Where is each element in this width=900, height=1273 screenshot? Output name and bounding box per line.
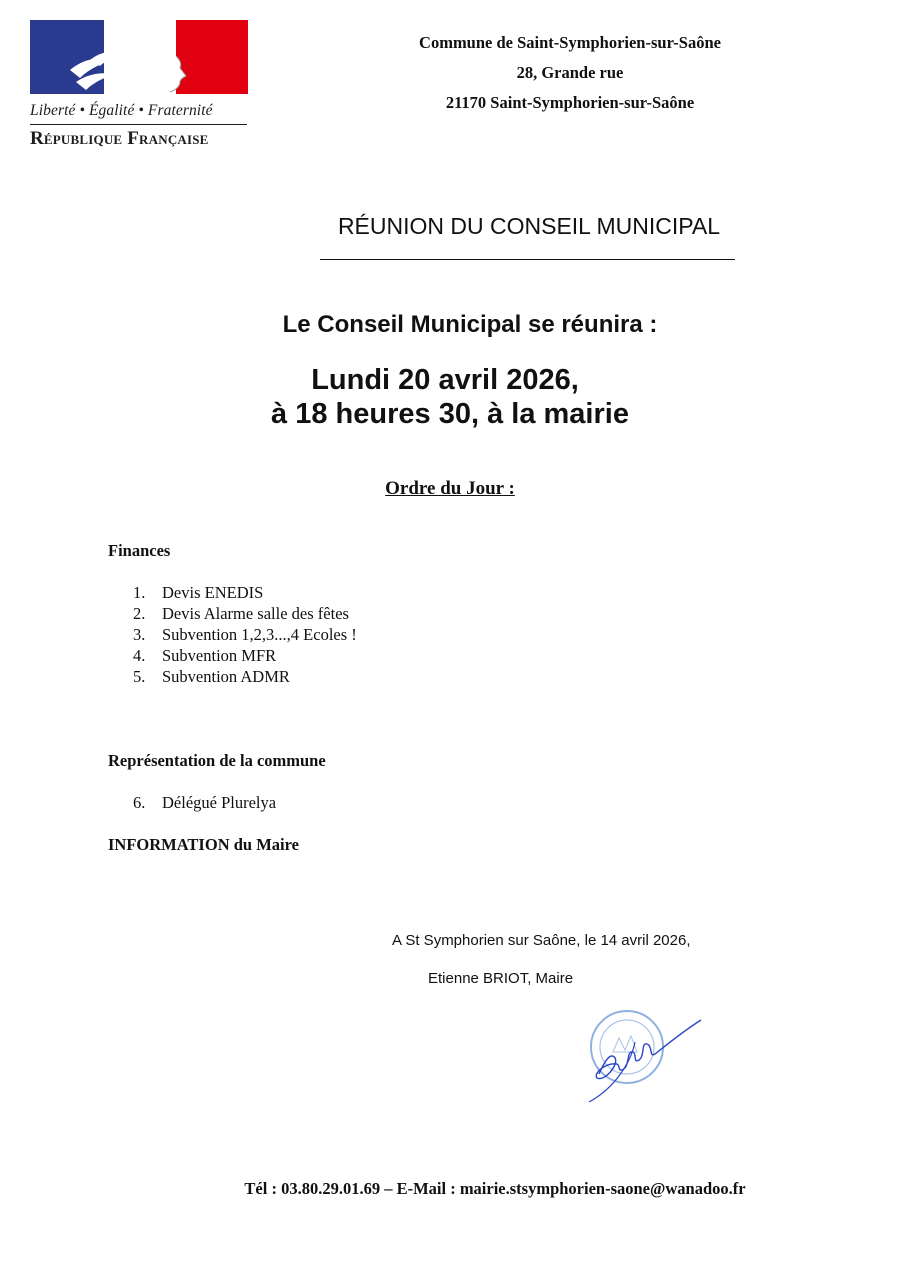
section-heading-finances: Finances — [108, 541, 171, 560]
republic-name: République Française — [30, 128, 209, 149]
meeting-date: Lundi 20 avril 2026, — [311, 364, 579, 396]
agenda-item-text: Subvention MFR — [162, 646, 277, 665]
agenda-item — [133, 667, 290, 687]
mayor-name: Etienne BRIOT, Maire — [428, 970, 574, 987]
agenda-item — [133, 793, 276, 813]
commune-city: 21170 Saint-Symphorien-sur-Saône — [445, 93, 695, 112]
agenda-title: Ordre du Jour : — [385, 478, 515, 499]
agenda-item — [133, 646, 276, 666]
agenda-item-text: Devis ENEDIS — [162, 583, 264, 602]
agenda-item — [133, 604, 349, 624]
agenda-item-text: Délégué Plurelya — [162, 793, 277, 812]
commune-street: 28, Grande rue — [516, 63, 624, 82]
agenda-item-text: Subvention 1,2,3...,4 Ecoles ! — [162, 625, 357, 644]
section-heading-representation: Représentation de la commune — [108, 751, 326, 770]
agenda-item-text: Subvention ADMR — [162, 667, 290, 686]
logo-divider — [30, 124, 247, 125]
agenda-item-number: 3. — [133, 625, 146, 644]
agenda-item-number: 2. — [133, 604, 146, 623]
meeting-time-place: à 18 heures 30, à la mairie — [271, 398, 629, 430]
announcement: Le Conseil Municipal se réunira : — [282, 311, 658, 338]
contact-footer: Tél : 03.80.29.01.69 – E-Mail : mairie.stsymphorien-saone@wanadoo.fr — [244, 1179, 746, 1198]
commune-name: Commune de Saint-Symphorien-sur-Saône — [419, 33, 721, 52]
document-title: RÉUNION DU CONSEIL MUNICIPAL — [337, 213, 721, 239]
section-heading-information: INFORMATION du Maire — [108, 835, 299, 854]
agenda-item — [133, 583, 263, 603]
agenda-item-text: Devis Alarme salle des fêtes — [162, 604, 349, 623]
agenda-item-number: 1. — [133, 583, 146, 602]
agenda-item-number: 4. — [133, 646, 146, 665]
agenda-item-number: 5. — [133, 667, 146, 686]
signature-place-date: A St Symphorien sur Saône, le 14 avril 2026, — [392, 932, 691, 949]
stamp-icon — [575, 1002, 710, 1107]
mairie-stamp-signature — [575, 1002, 710, 1107]
flag-red-band — [176, 20, 248, 94]
marianne-flag-icon — [30, 20, 250, 100]
title-underline — [320, 259, 735, 260]
republic-motto: Liberté • Égalité • Fraternité — [30, 102, 213, 119]
agenda-item — [133, 625, 357, 645]
agenda-item-number: 6. — [133, 793, 146, 812]
